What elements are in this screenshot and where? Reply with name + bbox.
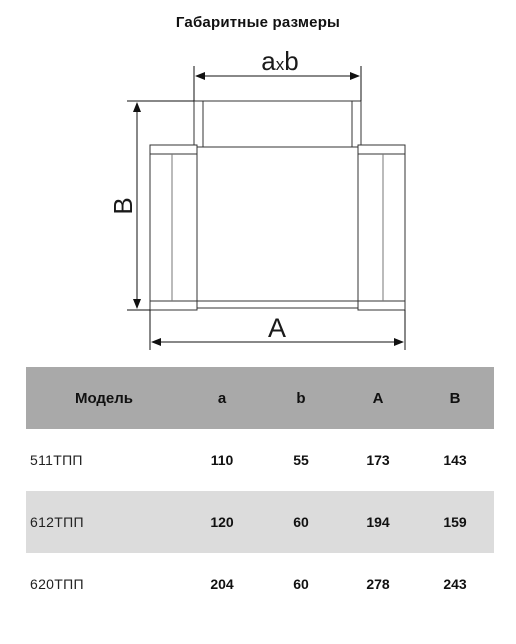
header-model: Модель [74,389,134,407]
left-connector [150,145,197,310]
page-title: Габаритные размеры [175,14,341,31]
table-row [26,553,494,615]
label-b: b [284,46,299,76]
top-dimension-label [261,46,298,76]
main-body [197,147,358,308]
table-row [26,491,494,553]
value-B: 243 [443,576,467,592]
dimensions-table [26,367,494,615]
value-b: 60 [293,576,309,592]
table-header [26,367,494,429]
header-a: a [217,389,227,407]
value-B: 143 [443,452,467,468]
value-a: 120 [210,514,234,530]
value-b: 55 [293,452,309,468]
header-b: b [296,389,306,407]
model-name: 620ТПП [30,576,84,592]
table-row [26,429,494,491]
label-x: x [275,55,285,74]
top-branch [194,101,361,147]
bottom-dimension-label: A [267,313,287,343]
header-A: A [372,389,384,407]
header-B: B [449,389,461,407]
value-B: 159 [443,514,467,530]
value-A: 278 [366,576,390,592]
value-a: 204 [210,576,234,592]
right-connector [358,145,405,310]
value-A: 173 [366,452,390,468]
value-A: 194 [366,514,390,530]
value-b: 60 [293,514,309,530]
value-a: 110 [210,452,234,468]
left-dimension-label: B [108,197,138,215]
model-name: 511ТПП [30,452,83,468]
label-a: a [261,46,276,76]
model-name: 612ТПП [30,514,84,530]
